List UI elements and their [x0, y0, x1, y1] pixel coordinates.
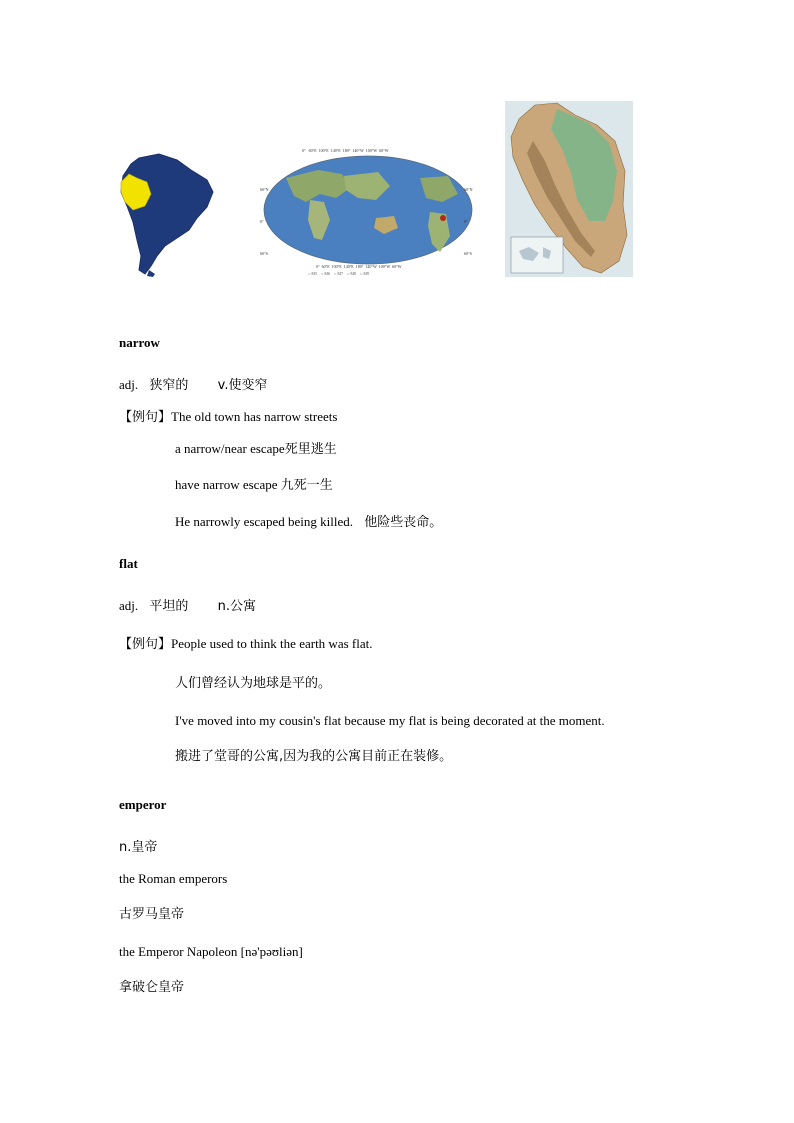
translation-line: 古罗马皇帝 [119, 907, 185, 922]
world-map-bottom-labels [316, 264, 476, 269]
example-text: People used to think the earth was flat. [171, 636, 373, 651]
south-america-map [119, 152, 215, 277]
world-map-top-labels [302, 148, 462, 153]
map-label: 100°W [378, 264, 391, 269]
legend-item: M7 [337, 271, 343, 276]
entry-word-emperor: emperor [119, 797, 167, 812]
map-label: 60°S [464, 251, 472, 256]
entry-pos-line [119, 376, 267, 395]
meaning-text: 平坦的 [149, 599, 189, 614]
phrase-zh: 九死一生 [280, 478, 333, 493]
map-label: 100°W [365, 148, 378, 153]
pos-meaning-2: v.使变窄 [217, 378, 268, 393]
world-seismic-map-icon [258, 148, 478, 278]
example-sentence-line: I've moved into my cousin's flat because my flat is being decorated at the moment. [175, 713, 605, 728]
entry-word-narrow: narrow [119, 335, 160, 350]
map-label: 100°E [318, 148, 329, 153]
map-label: 60°N [260, 187, 269, 192]
map-label: 0° [302, 148, 306, 153]
translation-line: 拿破仑皇帝 [119, 980, 185, 995]
map-label: 0° [464, 219, 468, 224]
map-label: 140°E [330, 148, 341, 153]
legend-item: M5 [311, 271, 317, 276]
entry-pos-line: n.皇帝 [119, 840, 158, 855]
phrase-zh: 死里逃生 [284, 442, 337, 457]
phrase-line [175, 476, 333, 495]
phrase-en: have narrow escape [175, 477, 278, 492]
phrase-en: a narrow/near escape [175, 441, 285, 456]
map-label: 60°E [321, 264, 330, 269]
map-label: 140°W [365, 264, 377, 269]
map-label: 180° [342, 148, 351, 153]
example-tag: 【例句】 [119, 637, 172, 652]
pos-meaning-2: n.公寓 [217, 599, 257, 614]
translation-line: 人们曾经认为地球是平的。 [175, 676, 332, 691]
example-tag: 【例句】 [119, 410, 172, 425]
phrase-line [175, 440, 337, 459]
peru-topographic-map [505, 101, 633, 277]
map-label: 0° [260, 219, 264, 224]
map-label: 60°N [464, 187, 473, 192]
map-label: 60°E [308, 148, 317, 153]
map-label: 60°S [260, 251, 268, 256]
phrase-line [175, 513, 442, 532]
entry-pos-line [119, 597, 256, 616]
phrase-line: the Emperor Napoleon [nə'pəʊliən] [119, 944, 303, 959]
map-label: 60°W [392, 264, 402, 269]
example-text: The old town has narrow streets [171, 409, 338, 424]
map-label: 0° [316, 264, 320, 269]
phrase-zh: 他险些丧命。 [364, 515, 443, 530]
peru-topographic-map-icon [505, 101, 633, 277]
map-label: 180° [355, 264, 364, 269]
map-label: 100°E [331, 264, 342, 269]
meaning-text: 狭窄的 [149, 378, 189, 393]
phrase-en: He narrowly escaped being killed. [175, 514, 353, 529]
map-label: 140°E [343, 264, 354, 269]
map-label: 60°W [379, 148, 389, 153]
legend-item: M9 [363, 271, 369, 276]
world-map-legend: ○ M5 ○ M6 ○ M7 ○ M8 ○ M9 [308, 271, 369, 276]
pos-label: adj. [119, 377, 139, 392]
world-map-right-labels [464, 174, 478, 270]
legend-item: M8 [350, 271, 356, 276]
south-america-map-icon [119, 152, 215, 277]
map-label: 140°W [352, 148, 364, 153]
entry-word-flat: flat [119, 556, 138, 571]
phrase-line: the Roman emperors [119, 871, 228, 886]
world-map-left-labels [260, 174, 272, 270]
world-seismic-map [258, 148, 478, 278]
example-line [119, 408, 337, 427]
pos-label: adj. [119, 598, 139, 613]
translation-line: 搬进了堂哥的公寓,因为我的公寓目前正在装修。 [175, 749, 453, 764]
example-line [119, 635, 372, 654]
legend-item: M6 [324, 271, 330, 276]
